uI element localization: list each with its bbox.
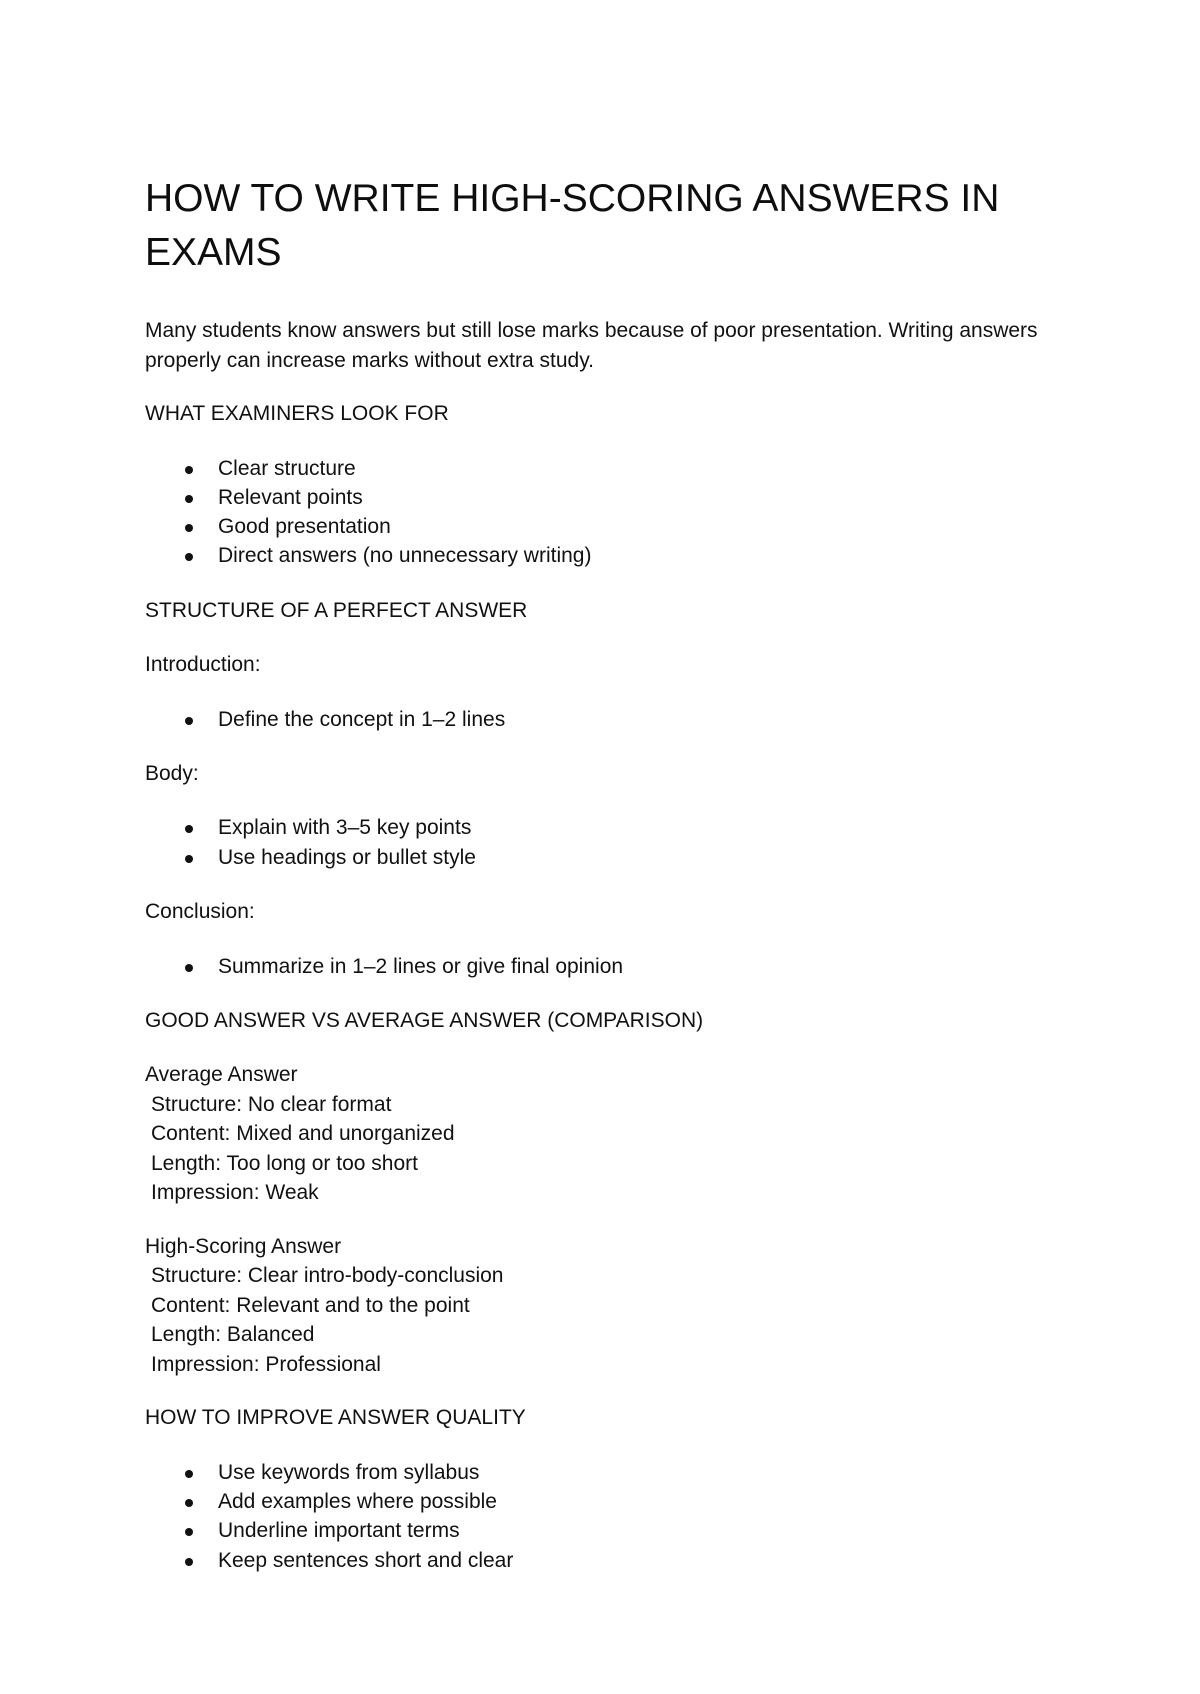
body-label: Body: (145, 761, 199, 785)
document-content (145, 172, 1055, 1600)
conclusion-label: Conclusion: (145, 900, 255, 924)
examiners-list-item: Relevant points (145, 483, 1055, 512)
high-scoring-answer-line: Impression: Professional (151, 1352, 381, 1376)
section-heading-structure: STRUCTURE OF A PERFECT ANSWER (145, 598, 528, 622)
high-scoring-answer-block (145, 1232, 1055, 1380)
average-answer-line: Content: Mixed and unorganized (151, 1122, 455, 1146)
high-scoring-answer-line: Structure: Clear intro-body-conclusion (151, 1264, 504, 1288)
body-list-item: Explain with 3–5 key points (145, 813, 1055, 842)
conclusion-list-item: Summarize in 1–2 lines or give final opinion (145, 952, 1055, 981)
conclusion-list (145, 952, 1055, 981)
examiners-list-item: Direct answers (no unnecessary writing) (145, 541, 1055, 570)
improve-list-item: Add examples where possible (145, 1487, 1055, 1516)
high-scoring-answer-line: Length: Balanced (151, 1323, 315, 1347)
improve-list (145, 1458, 1055, 1575)
introduction-label: Introduction: (145, 653, 261, 677)
body-list-item: Use headings or bullet style (145, 843, 1055, 872)
introduction-list-item: Define the concept in 1–2 lines (145, 705, 1055, 734)
intro-paragraph: Many students know answers but still lose marks because of poor presentation. Writing answers properly can increase marks without extra study. (145, 319, 1038, 372)
page-title: HOW TO WRITE HIGH-SCORING ANSWERS IN EXAMS (145, 177, 1000, 274)
improve-list-item: Keep sentences short and clear (145, 1546, 1055, 1575)
section-heading-examiners: WHAT EXAMINERS LOOK FOR (145, 402, 449, 425)
high-scoring-answer-line: Content: Relevant and to the point (151, 1293, 470, 1317)
examiners-list (145, 454, 1055, 571)
introduction-list (145, 705, 1055, 734)
section-heading-improve: HOW TO IMPROVE ANSWER QUALITY (145, 1406, 526, 1430)
examiners-list-item: Clear structure (145, 454, 1055, 483)
average-answer-line: Structure: No clear format (151, 1092, 392, 1116)
high-scoring-answer-title: High-Scoring Answer (145, 1234, 342, 1258)
average-answer-block (145, 1060, 1055, 1208)
examiners-list-item: Good presentation (145, 512, 1055, 541)
average-answer-line: Impression: Weak (151, 1181, 319, 1205)
average-answer-title: Average Answer (145, 1063, 298, 1087)
section-heading-comparison: GOOD ANSWER VS AVERAGE ANSWER (COMPARISON) (145, 1008, 704, 1032)
improve-list-item: Use keywords from syllabus (145, 1458, 1055, 1487)
improve-list-item: Underline important terms (145, 1516, 1055, 1545)
body-list (145, 813, 1055, 872)
average-answer-line: Length: Too long or too short (151, 1151, 418, 1175)
